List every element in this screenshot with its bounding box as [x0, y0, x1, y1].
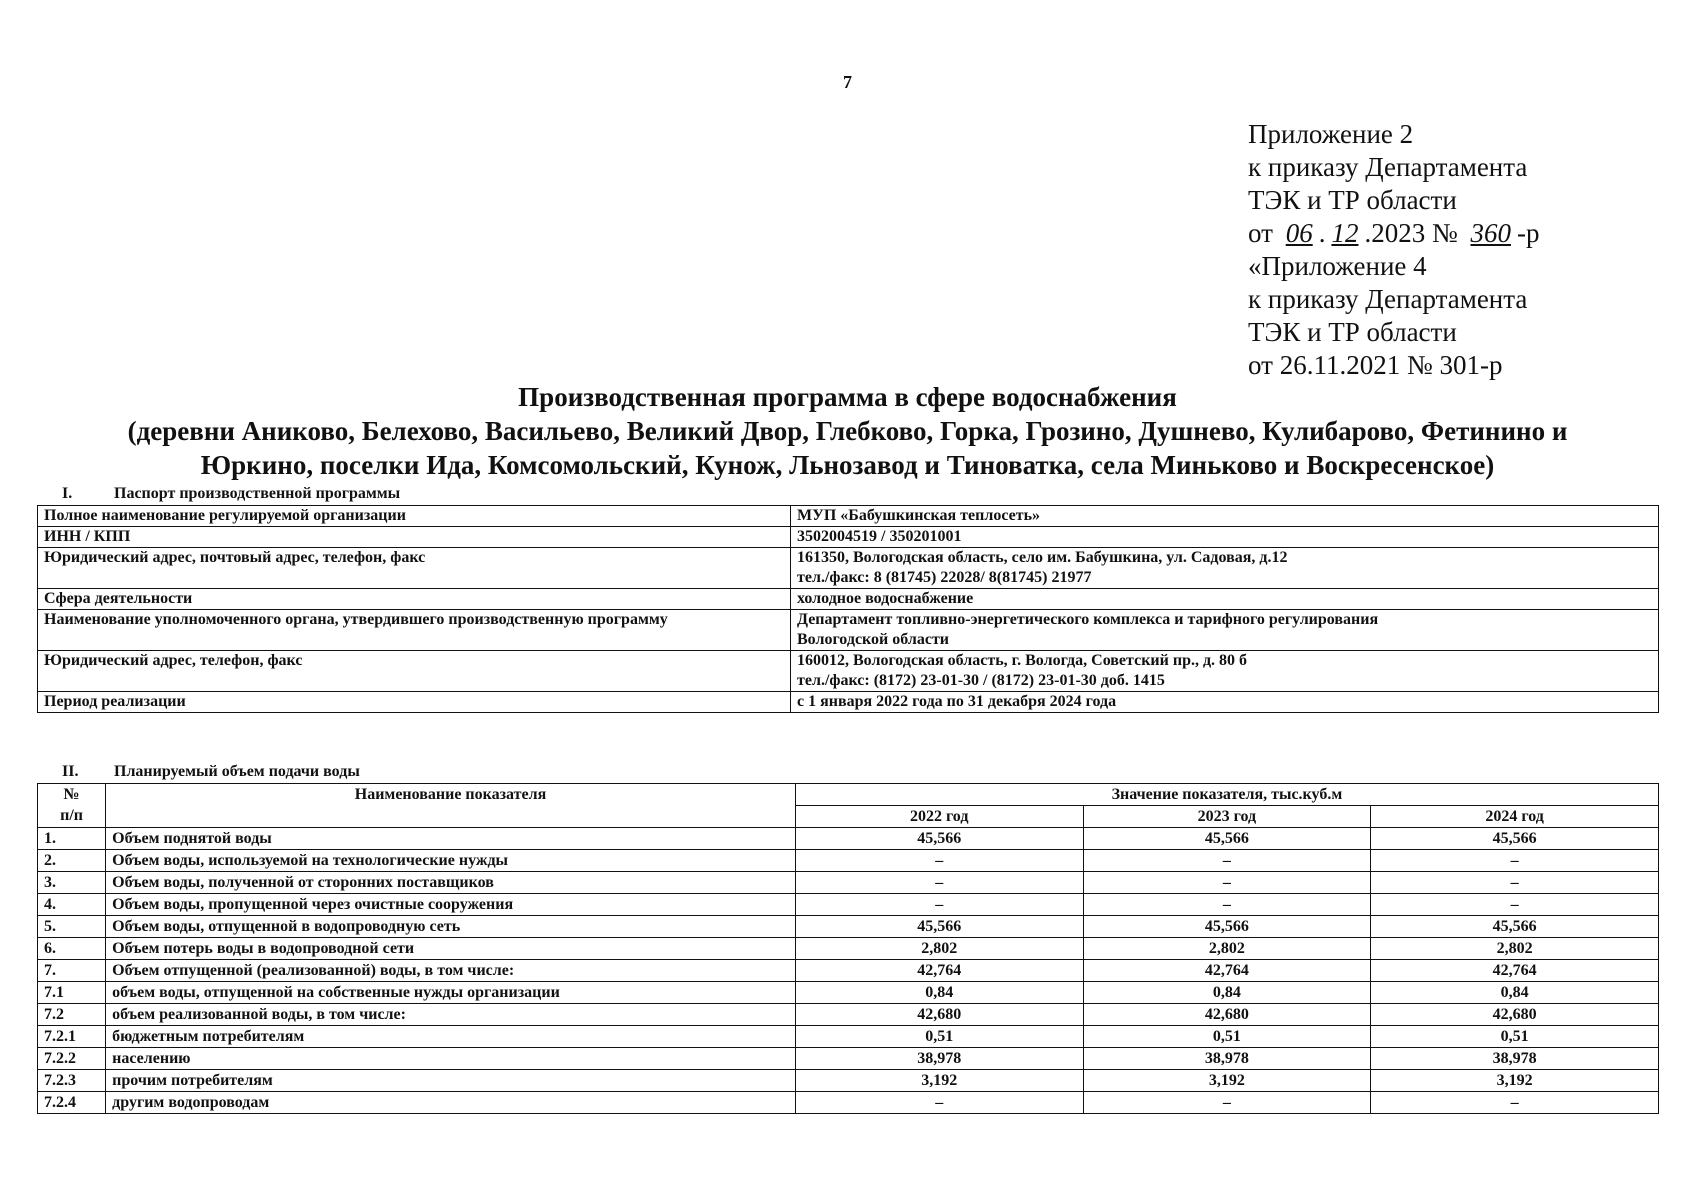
indicator-value: 0,84	[1083, 982, 1371, 1004]
indicator-name: прочим потребителям	[106, 1070, 796, 1092]
header-year: 2022 год	[795, 806, 1083, 828]
indicator-value: 3,192	[1371, 1070, 1659, 1092]
section-title: Паспорт производственной программы	[114, 485, 401, 502]
table-row	[38, 651, 1659, 692]
passport-label: Юридический адрес, телефон, факс	[38, 651, 791, 692]
table-row	[38, 872, 1659, 894]
indicator-value: 42,680	[1083, 1004, 1371, 1026]
passport-value-line: с 1 января 2022 года по 31 декабря 2024 года	[797, 693, 1117, 710]
row-number: 3.	[38, 872, 106, 894]
passport-value-line: МУП «Бабушкинская теплосеть»	[797, 507, 1041, 524]
indicator-value: –	[1083, 894, 1371, 916]
indicator-name: населению	[106, 1048, 796, 1070]
indicator-value: 45,566	[795, 828, 1083, 850]
order-day-handwritten: 06	[1285, 218, 1313, 248]
indicator-value: 0,84	[795, 982, 1083, 1004]
section-title: Планируемый объем подачи воды	[114, 763, 360, 780]
indicator-value: 0,51	[1371, 1026, 1659, 1048]
water-volume-table	[37, 783, 1659, 1114]
row-number: 2.	[38, 850, 106, 872]
indicator-name: другим водопроводам	[106, 1092, 796, 1114]
indicator-value: –	[1083, 1092, 1371, 1114]
appendix-block	[1248, 118, 1539, 382]
row-number: 1.	[38, 828, 106, 850]
header-number: № п/п	[38, 784, 106, 828]
indicator-value: 3,192	[795, 1070, 1083, 1092]
indicator-name: Объем воды, пропущенной через очистные сооружения	[106, 894, 796, 916]
passport-value-line: холодное водоснабжение	[797, 590, 974, 607]
passport-value-line: 161350, Вологодская область, село им. Бабушкина, ул. Садовая, д.12	[797, 549, 1288, 566]
indicator-value: 0,51	[795, 1026, 1083, 1048]
passport-value-line: Вологодской области	[797, 631, 950, 648]
passport-label: Полное наименование регулируемой организации	[38, 506, 791, 527]
indicator-name: Объем отпущенной (реализованной) воды, в том числе:	[106, 960, 796, 982]
appendix-line: к приказу Департамента	[1248, 284, 1528, 314]
header-year: 2024 год	[1371, 806, 1659, 828]
table-row	[38, 982, 1659, 1004]
table-row	[38, 1070, 1659, 1092]
indicator-value: 38,978	[1083, 1048, 1371, 1070]
indicator-name: Объем воды, отпущенной в водопроводную сеть	[106, 916, 796, 938]
passport-value-line: тел./факс: (8172) 23-01-30 / (8172) 23-01-30 доб. 1415	[797, 672, 1165, 689]
appendix-line: ТЭК и ТР области	[1248, 317, 1457, 347]
section-number: I.	[62, 485, 73, 502]
passport-value	[791, 527, 1659, 548]
indicator-value: –	[795, 894, 1083, 916]
row-number: 7.1	[38, 982, 106, 1004]
table-row	[38, 589, 1659, 610]
table-row	[38, 692, 1659, 713]
section-number: II.	[62, 763, 79, 780]
indicator-name: объем воды, отпущенной на собственные нужды организации	[106, 982, 796, 1004]
title-line: Производственная программа в сфере водоснабжения	[518, 382, 1177, 412]
row-number: 7.2.2	[38, 1048, 106, 1070]
indicator-value: 38,978	[1371, 1048, 1659, 1070]
indicator-value: 42,764	[1083, 960, 1371, 982]
passport-label: Сфера деятельности	[38, 589, 791, 610]
passport-value	[791, 651, 1659, 692]
table-row	[38, 1092, 1659, 1114]
indicator-name: Объем воды, используемой на технологические нужды	[106, 850, 796, 872]
indicator-value: –	[1083, 850, 1371, 872]
indicator-value: 45,566	[1083, 828, 1371, 850]
row-number: 7.2	[38, 1004, 106, 1026]
appendix-line: «Приложение 4	[1248, 251, 1427, 281]
passport-value-line: тел./факс: 8 (81745) 22028/ 8(81745) 21977	[797, 569, 1092, 586]
page-number: 7	[843, 72, 852, 92]
appendix-line: от 26.11.2021 № 301-р	[1248, 350, 1503, 380]
passport-value	[791, 506, 1659, 527]
indicator-value: –	[795, 872, 1083, 894]
order-year-no: .2023 №	[1364, 218, 1458, 248]
header-indicator-value: Значение показателя, тыс.куб.м	[795, 784, 1658, 806]
section1-heading	[62, 485, 400, 503]
table-row	[38, 850, 1659, 872]
table-row	[38, 610, 1659, 651]
indicator-value: 38,978	[795, 1048, 1083, 1070]
indicator-value: –	[795, 1092, 1083, 1114]
row-number: 4.	[38, 894, 106, 916]
passport-label: Период реализации	[38, 692, 791, 713]
indicator-value: 42,764	[795, 960, 1083, 982]
table-row	[38, 527, 1659, 548]
passport-value-line: 160012, Вологодская область, г. Вологда, Советский пр., д. 80 б	[797, 652, 1248, 669]
indicator-value: 0,51	[1083, 1026, 1371, 1048]
passport-value	[791, 548, 1659, 589]
table-row	[38, 894, 1659, 916]
row-number: 6.	[38, 938, 106, 960]
appendix-line: Приложение 2	[1248, 119, 1414, 149]
indicator-value: 2,802	[1371, 938, 1659, 960]
indicator-name: Объем поднятой воды	[106, 828, 796, 850]
passport-value	[791, 692, 1659, 713]
table-row	[38, 916, 1659, 938]
indicator-value: –	[795, 850, 1083, 872]
passport-value-line: 3502004519 / 350201001	[797, 528, 962, 545]
indicator-value: –	[1371, 1092, 1659, 1114]
indicator-value: 45,566	[795, 916, 1083, 938]
header-year: 2023 год	[1083, 806, 1371, 828]
indicator-value: –	[1371, 894, 1659, 916]
passport-label: ИНН / КПП	[38, 527, 791, 548]
title-line: Юркино, поселки Ида, Комсомольский, Кунож, Льнозавод и Тиноватка, села Миньково и Воскресенское)	[200, 450, 1495, 480]
indicator-value: 42,680	[1371, 1004, 1659, 1026]
table-row	[38, 506, 1659, 527]
order-number-handwritten: 360	[1470, 218, 1511, 248]
row-number: 7.2.3	[38, 1070, 106, 1092]
row-number: 7.2.1	[38, 1026, 106, 1048]
row-number: 5.	[38, 916, 106, 938]
table-row	[38, 828, 1659, 850]
passport-label: Наименование уполномоченного органа, утвердившего производственную программу	[38, 610, 791, 651]
indicator-value: 45,566	[1371, 828, 1659, 850]
table-row	[38, 1048, 1659, 1070]
table-row	[38, 1004, 1659, 1026]
row-number: 7.2.4	[38, 1092, 106, 1114]
indicator-value: –	[1371, 850, 1659, 872]
table-row	[38, 938, 1659, 960]
order-prefix: от	[1248, 218, 1273, 248]
document-title	[0, 380, 1695, 482]
indicator-value: 42,680	[795, 1004, 1083, 1026]
table-header-row	[38, 784, 1659, 806]
indicator-value: 45,566	[1083, 916, 1371, 938]
indicator-name: Объем потерь воды в водопроводной сети	[106, 938, 796, 960]
row-number: 7.	[38, 960, 106, 982]
header-indicator-name: Наименование показателя	[106, 784, 796, 828]
section2-heading	[62, 763, 360, 781]
table-row	[38, 960, 1659, 982]
indicator-value: 3,192	[1083, 1070, 1371, 1092]
indicator-value: 42,764	[1371, 960, 1659, 982]
table-row	[38, 548, 1659, 589]
indicator-value: 0,84	[1371, 982, 1659, 1004]
title-line: (деревни Аниково, Белехово, Васильево, Великий Двор, Глебково, Горка, Грозино, Душнево, Кулибарово, Фетинино и	[127, 416, 1568, 446]
appendix-order-line: от 06 . 12 .2023 № 360 -р	[1248, 218, 1540, 248]
indicator-value: 45,566	[1371, 916, 1659, 938]
indicator-name: Объем воды, полученной от сторонних поставщиков	[106, 872, 796, 894]
passport-value	[791, 610, 1659, 651]
passport-table	[37, 505, 1659, 713]
passport-label: Юридический адрес, почтовый адрес, телефон, факс	[38, 548, 791, 589]
indicator-name: бюджетным потребителям	[106, 1026, 796, 1048]
indicator-value: –	[1083, 872, 1371, 894]
order-month-handwritten: 12	[1331, 218, 1359, 248]
passport-value	[791, 589, 1659, 610]
indicator-value: 2,802	[795, 938, 1083, 960]
indicator-value: 2,802	[1083, 938, 1371, 960]
indicator-value: –	[1371, 872, 1659, 894]
order-suffix: -р	[1516, 218, 1540, 248]
indicator-name: объем реализованной воды, в том числе:	[106, 1004, 796, 1026]
passport-value-line: Департамент топливно-энергетического комплекса и тарифного регулирования	[797, 611, 1379, 628]
appendix-line: ТЭК и ТР области	[1248, 185, 1457, 215]
table-row	[38, 1026, 1659, 1048]
appendix-line: к приказу Департамента	[1248, 152, 1528, 182]
